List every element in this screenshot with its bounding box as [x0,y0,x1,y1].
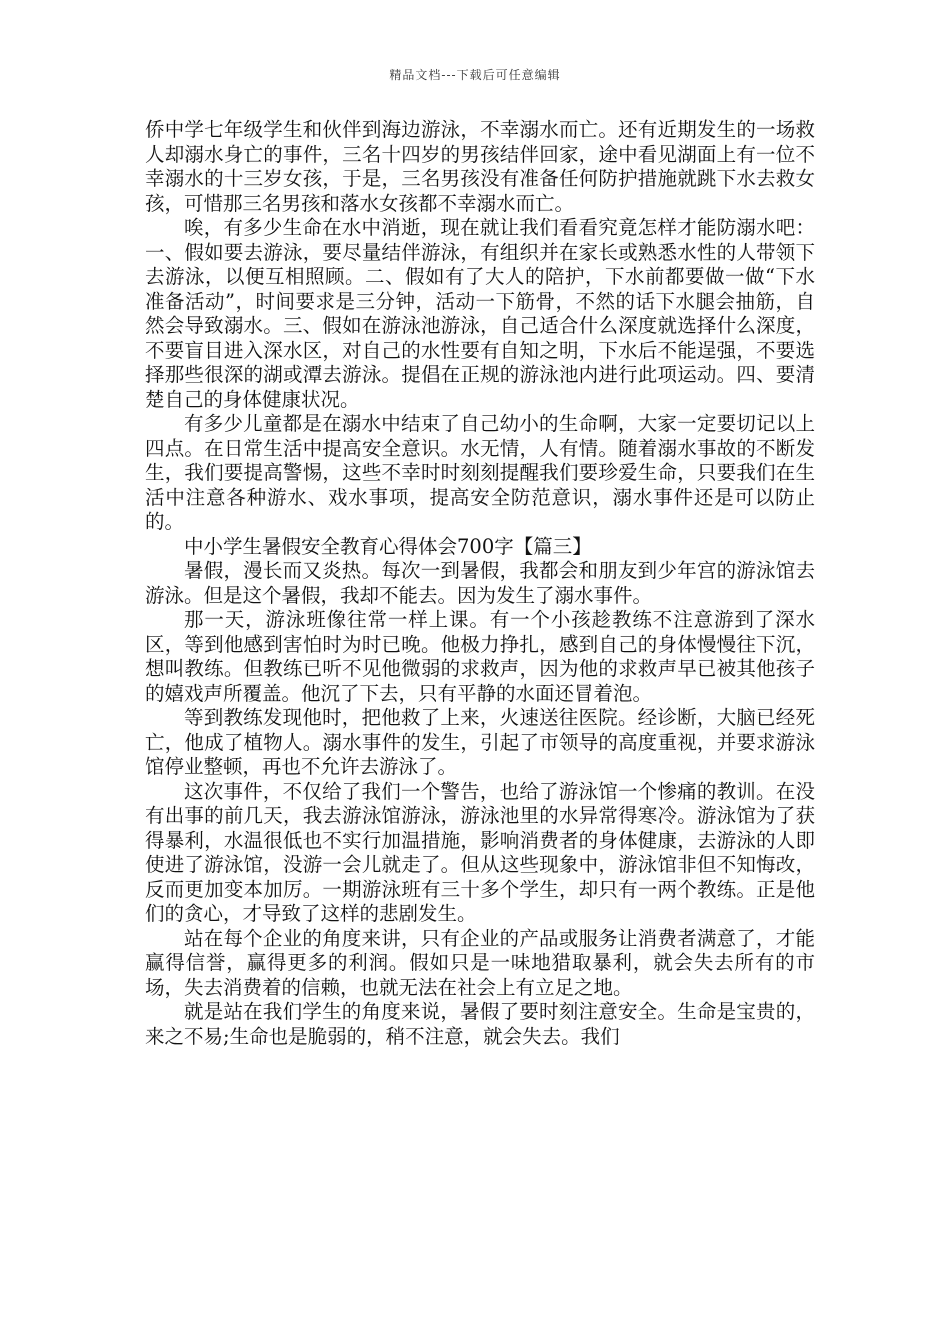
paragraph: 这次事件，不仅给了我们一个警告，也给了游泳馆一个惨痛的教训。在没有出事的前几天，我去游泳馆游泳，游泳池里的水异常得寒冷。游泳馆为了获得暴利，水温很低也不实行加温措施，影响消费者的身体健康，去游泳的人即使进了游泳馆，没游一会儿就走了。但从这些现象中，游泳馆非但不知悔改，反而更加变本加厉。一期游泳班有三十多个学生，却只有一两个教练。正是他们的贪心，才导致了这样的悲剧发生。 [145,779,815,925]
section-heading: 中小学生暑假安全教育心得体会700字【篇三】 [184,534,592,558]
document-body [145,118,815,1049]
paragraph: 等到教练发现他时，把他救了上来，火速送往医院。经诊断，大脑已经死亡，他成了植物人。溺水事件的发生，引起了市领导的高度重视，并要求游泳馆停业整顿，再也不允许去游泳了。 [145,706,815,778]
paragraph: 站在每个企业的角度来讲，只有企业的产品或服务让消费者满意了，才能赢得信誉，赢得更多的利润。假如只是一味地猎取暴利，就会失去所有的市场，失去消费着的信赖，也就无法在社会上有立足之地。 [145,926,815,999]
page-header: 精品文档---下载后可任意编辑 [389,68,561,82]
paragraph: 暑假，漫长而又炎热。每次一到暑假，我都会和朋友到少年宫的游泳馆去游泳。但是这个暑假，我却不能去。因为发生了溺水事件。 [145,559,815,607]
paragraph: 侨中学七年级学生和伙伴到海边游泳，不幸溺水而亡。还有近期发生的一场救人却溺水身亡的事件，三名十四岁的男孩结伴回家，途中看见湖面上有一位不幸溺水的十三岁女孩，于是，三名男孩没有准备任何防护措施就跳下水去救女孩，可惜那三名男孩和落水女孩都不幸溺水而亡。 [145,118,815,215]
paragraph: 那一天，游泳班像往常一样上课。有一个小孩趁教练不注意游到了深水区，等到他感到害怕时为时已晚。他极力挣扎，感到自己的身体慢慢往下沉，想叫教练。但教练已听不见他微弱的求救声，因为他的求救声早已被其他孩子的嬉戏声所覆盖。他沉了下去，只有平静的水面还冒着泡。 [145,608,815,705]
paragraph: 有多少儿童都是在溺水中结束了自己幼小的生命啊，大家一定要切记以上四点。在日常生活中提高安全意识。水无情，人有情。随着溺水事故的不断发生，我们要提高警惕，这些不幸时时刻刻提醒我们要珍爱生命，只要我们在生活中注意各种游水、戏水事项，提高安全防范意识，溺水事件还是可以防止的。 [145,412,815,533]
paragraph: 就是站在我们学生的角度来说，暑假了要时刻注意安全。生命是宝贵的，来之不易;生命也是脆弱的，稍不注意，就会失去。我们 [145,1000,815,1048]
paragraph: 唉，有多少生命在水中消逝，现在就让我们看看究竟怎样才能防溺水吧：一、假如要去游泳，要尽量结伴游泳，有组织并在家长或熟悉水性的人带领下去游泳，以便互相照顾。二、假如有了大人的陪护，下水前都要做一做“下水准备活动”，时间要求是三分钟，活动一下筋骨，不然的话下水腿会抽筋，自然会导致溺水。三、假如在游泳池游泳，自己适合什么深度就选择什么深度，不要盲目进入深水区，对自己的水性要有自知之明，下水后不能逞强，不要选择那些很深的湖或潭去游泳。提倡在正规的游泳池内进行此项运动。四、要清楚自己的身体健康状况。 [145,216,815,411]
